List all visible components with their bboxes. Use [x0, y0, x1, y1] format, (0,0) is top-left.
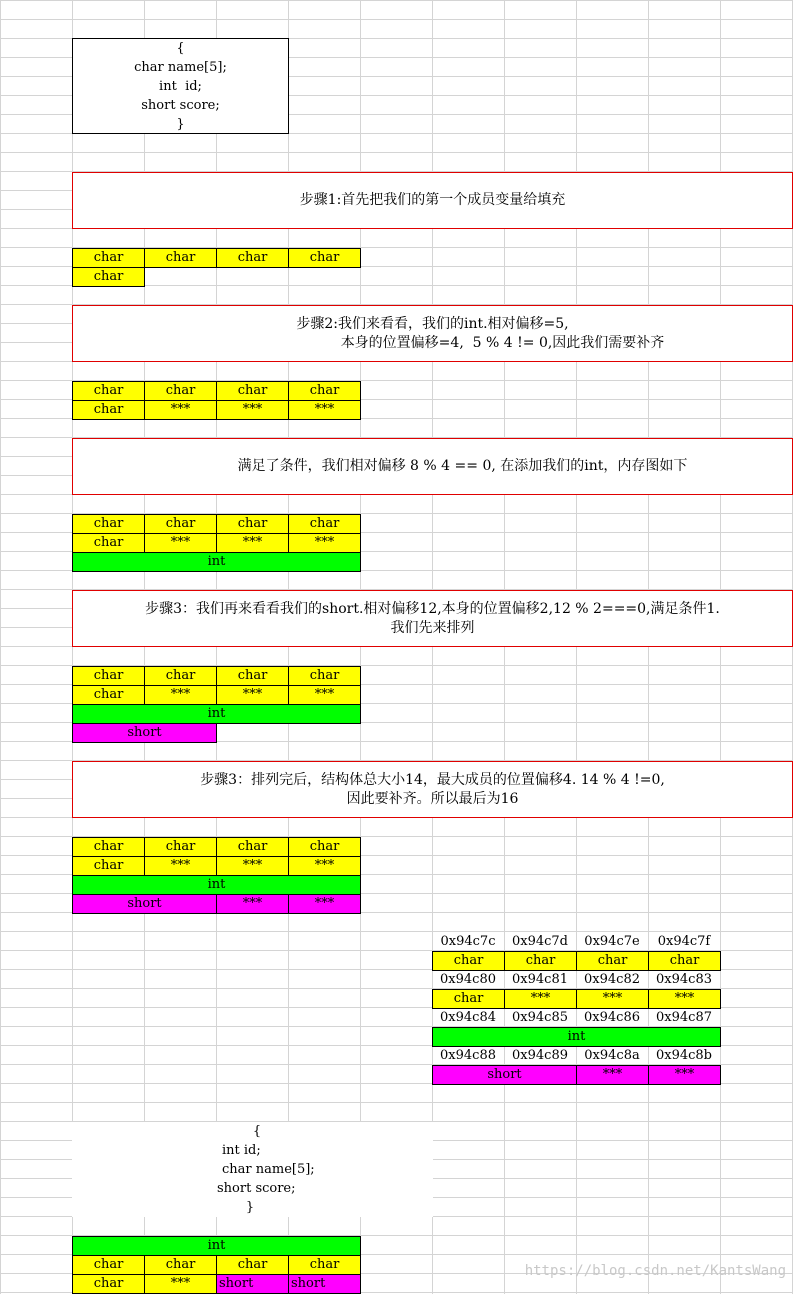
memory-cell-char: char [648, 951, 721, 971]
code-line: short score; [217, 1181, 296, 1196]
memory-cell-char: char [504, 951, 577, 971]
watermark: https://blog.csdn.net/KantsWang [524, 1263, 786, 1279]
memory-cell-pad: *** [288, 894, 361, 914]
memory-address-label: 0x94c7d [511, 934, 569, 949]
memory-cell-pad: *** [288, 685, 361, 705]
memory-cell-char: char [72, 533, 145, 553]
code-line: } [245, 1200, 255, 1215]
memory-cell-short: short [432, 1065, 577, 1085]
memory-cell-int: int [72, 875, 361, 895]
memory-address-label: 0x94c83 [656, 972, 712, 987]
code-line: int id; [222, 1143, 261, 1158]
memory-cell-pad: *** [576, 1065, 649, 1085]
memory-cell-char: char [288, 514, 361, 534]
memory-cell-char: char [216, 248, 289, 268]
memory-address-label: 0x94c7f [657, 934, 711, 949]
memory-cell-char: char [72, 400, 145, 420]
memory-cell-char: char [216, 666, 289, 686]
memory-cell-char: char [144, 1255, 217, 1275]
memory-cell-pad: *** [144, 533, 217, 553]
memory-cell-short: short [216, 1274, 289, 1294]
memory-cell-char: char [144, 666, 217, 686]
memory-address-label: 0x94c8a [584, 1048, 640, 1063]
memory-cell-short: short [72, 723, 217, 743]
memory-cell-char: char [144, 248, 217, 268]
memory-cell-pad: *** [288, 400, 361, 420]
memory-cell-pad: *** [216, 894, 289, 914]
memory-cell-char: char [144, 837, 217, 857]
memory-cell-pad: *** [144, 856, 217, 876]
step-text: 步骤3：排列完后，结构体总大小14，最大成员的位置偏移4. 14 % 4 !=0, [200, 771, 665, 788]
code-line: short score; [141, 97, 220, 113]
memory-cell-char: char [144, 381, 217, 401]
memory-cell-char: char [216, 381, 289, 401]
memory-cell-char: char [288, 1255, 361, 1275]
memory-cell-char: char [72, 1274, 145, 1294]
memory-cell-short: short [288, 1274, 361, 1294]
memory-cell-char: char [216, 837, 289, 857]
memory-address-label: 0x94c81 [512, 972, 568, 987]
step-text: 步骤2:我们来看看，我们的int.相对偏移=5, [296, 315, 569, 332]
memory-cell-pad: *** [288, 533, 361, 553]
memory-address-label: 0x94c84 [440, 1010, 496, 1025]
code-line: } [176, 116, 185, 132]
step-text: 我们先来排列 [390, 619, 475, 636]
memory-cell-char: char [72, 248, 145, 268]
memory-cell-pad: *** [576, 989, 649, 1009]
step-box-4 [72, 590, 793, 647]
memory-cell-int: int [72, 552, 361, 572]
memory-cell-pad: *** [216, 400, 289, 420]
step-box-5 [72, 761, 793, 818]
memory-cell-char: char [216, 1255, 289, 1275]
step-text: 步骤1:首先把我们的第一个成员变量给填充 [299, 192, 566, 208]
memory-cell-short: short [72, 894, 217, 914]
memory-address-label: 0x94c86 [584, 1010, 640, 1025]
code-line: { [176, 40, 185, 56]
memory-address-label: 0x94c80 [440, 972, 496, 987]
memory-cell-pad: *** [144, 1274, 217, 1294]
memory-address-label: 0x94c82 [584, 972, 640, 987]
step-box-1 [72, 172, 793, 229]
memory-address-label: 0x94c89 [512, 1048, 568, 1063]
step-box-3 [72, 438, 793, 495]
step-box-2 [72, 305, 793, 362]
memory-cell-pad: *** [648, 1065, 721, 1085]
memory-cell-pad: *** [216, 533, 289, 553]
memory-cell-int: int [72, 1236, 361, 1256]
memory-cell-pad: *** [216, 685, 289, 705]
step-text: 本身的位置偏移=4, 5 % 4 != 0,因此我们需要补齐 [340, 334, 665, 351]
struct-code-box-1 [72, 38, 289, 134]
struct-code-box-2 [72, 1122, 433, 1217]
memory-cell-char: char [432, 989, 505, 1009]
memory-cell-char: char [288, 248, 361, 268]
memory-address-label: 0x94c88 [440, 1048, 496, 1063]
code-line: int id; [159, 78, 202, 94]
memory-cell-char: char [72, 514, 145, 534]
memory-cell-char: char [72, 267, 145, 287]
memory-cell-pad: *** [216, 856, 289, 876]
memory-cell-char: char [144, 514, 217, 534]
memory-cell-int: int [72, 704, 361, 724]
code-line: char name[5]; [222, 1162, 315, 1177]
memory-cell-char: char [576, 951, 649, 971]
memory-cell-char: char [288, 381, 361, 401]
memory-cell-char: char [72, 1255, 145, 1275]
memory-cell-char: char [432, 951, 505, 971]
memory-address-label: 0x94c7c [440, 934, 496, 949]
memory-address-label: 0x94c85 [512, 1010, 568, 1025]
memory-cell-char: char [72, 666, 145, 686]
memory-address-label: 0x94c8b [655, 1048, 713, 1063]
step-text: 步骤3：我们再来看看我们的short.相对偏移12,本身的位置偏移2,12 % 2===0,满足条件1. [145, 600, 720, 617]
memory-cell-char: char [288, 666, 361, 686]
memory-cell-pad: *** [144, 400, 217, 420]
memory-cell-char: char [288, 837, 361, 857]
memory-cell-pad: *** [504, 989, 577, 1009]
code-line: char name[5]; [134, 59, 227, 75]
memory-cell-char: char [216, 514, 289, 534]
memory-address-label: 0x94c87 [656, 1010, 712, 1025]
memory-cell-pad: *** [288, 856, 361, 876]
memory-cell-char: char [72, 685, 145, 705]
step-text: 因此要补齐。所以最后为16 [346, 790, 519, 807]
memory-address-label: 0x94c7e [584, 934, 640, 949]
memory-cell-pad: *** [648, 989, 721, 1009]
memory-cell-char: char [72, 381, 145, 401]
memory-cell-pad: *** [144, 685, 217, 705]
memory-cell-int: int [432, 1027, 721, 1047]
memory-cell-char: char [72, 837, 145, 857]
code-line: { [252, 1124, 262, 1139]
memory-cell-char: char [72, 856, 145, 876]
step-text: 满足了条件，我们相对偏移 8 % 4 == 0, 在添加我们的int，内存图如下 [237, 458, 688, 474]
